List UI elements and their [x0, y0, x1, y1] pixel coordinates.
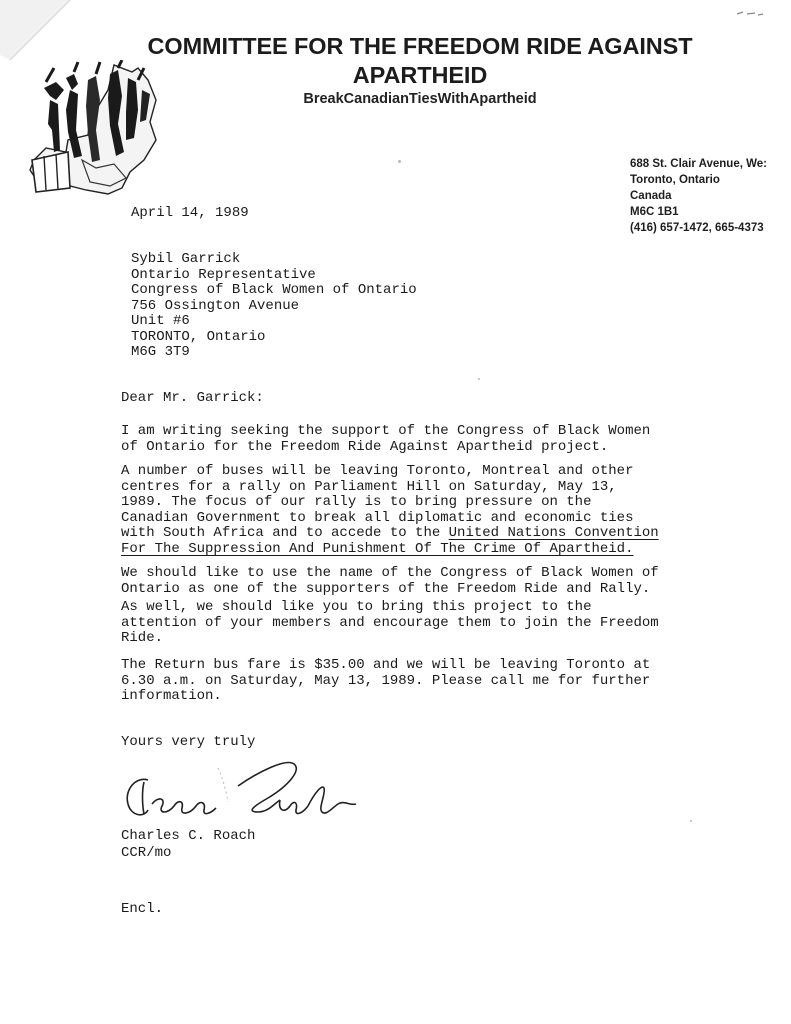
body-paragraph [121, 658, 650, 705]
letter-date: April 14, 1989 [131, 205, 249, 221]
scan-speck [398, 160, 401, 163]
recipient-block [131, 252, 417, 361]
recipient-line: TORONTO, Ontario [131, 328, 266, 345]
paragraph-line: As well, we should like you to bring this project to the [121, 599, 592, 615]
body-paragraph [121, 600, 659, 647]
address-line: M6C 1B1 [630, 206, 679, 218]
recipient-line: M6G 3T9 [131, 344, 190, 360]
paragraph-line: Ride. [121, 630, 164, 646]
paragraph-line: A number of buses will be leaving Toronto, Montreal and other [121, 463, 634, 479]
paragraph-line: 1989. The focus of our rally is to bring pressure on the [121, 494, 592, 510]
letterhead-title-line2: APARTHEID [352, 62, 488, 88]
handwritten-signature [118, 746, 378, 836]
recipient-line: Unit #6 [131, 313, 190, 329]
ink-mark [735, 8, 765, 18]
recipient-line: Ontario Representative [131, 266, 316, 283]
paragraph-line: centres for a rally on Parliament Hill on Saturday, May 13, [121, 478, 617, 495]
paragraph-text: with South Africa and to accede to the [121, 525, 449, 541]
closing: Yours very truly [121, 734, 256, 750]
recipient-line: Sybil Garrick [131, 251, 241, 267]
letterhead-title-line1: COMMITTEE FOR THE FREEDOM RIDE AGAINST [147, 33, 693, 59]
paragraph-line: I am writing seeking the support of the Congress of Black Women [121, 423, 651, 439]
body-paragraph [121, 464, 659, 557]
convention-title-part1: United Nations Convention [448, 525, 659, 541]
paragraph-line [121, 542, 659, 558]
letterhead-address [630, 156, 791, 236]
paragraph-line: The Return bus fare is $35.00 and we will be leaving Toronto at [121, 657, 651, 673]
paragraph-line: information. [121, 688, 222, 704]
paragraph-line: We should like to use the name of the Congress of Black Women of [121, 565, 659, 581]
paragraph-line: Canadian Government to break all diplomatic and economic ties [121, 509, 634, 526]
scan-speck [690, 820, 692, 822]
convention-title-part2: For The Suppression And Punishment Of The Crime Of Apartheid. [121, 540, 634, 557]
freedom-ride-logo [26, 60, 166, 200]
letterhead-tagline: BreakCanadianTiesWithApartheid [303, 91, 537, 107]
body-paragraph [121, 424, 650, 455]
scan-speck [478, 378, 480, 380]
salutation: Dear Mr. Garrick: [121, 390, 264, 406]
recipient-line: 756 Ossington Avenue [131, 297, 300, 314]
address-line: Canada [630, 190, 672, 202]
paragraph-line [121, 526, 659, 542]
enclosure-note: Encl. [121, 901, 164, 917]
reference-initials: CCR/mo [121, 845, 172, 861]
paragraph-line: Ontario as one of the supporters of the Freedom Ride and Rally. [121, 580, 651, 597]
paragraph-line: attention of your members and encourage them to join the Freedom [121, 614, 659, 631]
address-line: 688 St. Clair Avenue, We: [630, 158, 767, 170]
recipient-line: Congress of Black Women of Ontario [131, 282, 417, 298]
signer-name: Charles C. Roach [121, 828, 256, 844]
address-line: Toronto, Ontario [630, 174, 720, 186]
paragraph-line: 6.30 a.m. on Saturday, May 13, 1989. Please call me for further [121, 672, 651, 689]
paragraph-line: of Ontario for the Freedom Ride Against Apartheid project. [121, 438, 609, 455]
body-paragraph [121, 566, 659, 597]
address-line: (416) 657-1472, 665-4373 [630, 222, 764, 234]
